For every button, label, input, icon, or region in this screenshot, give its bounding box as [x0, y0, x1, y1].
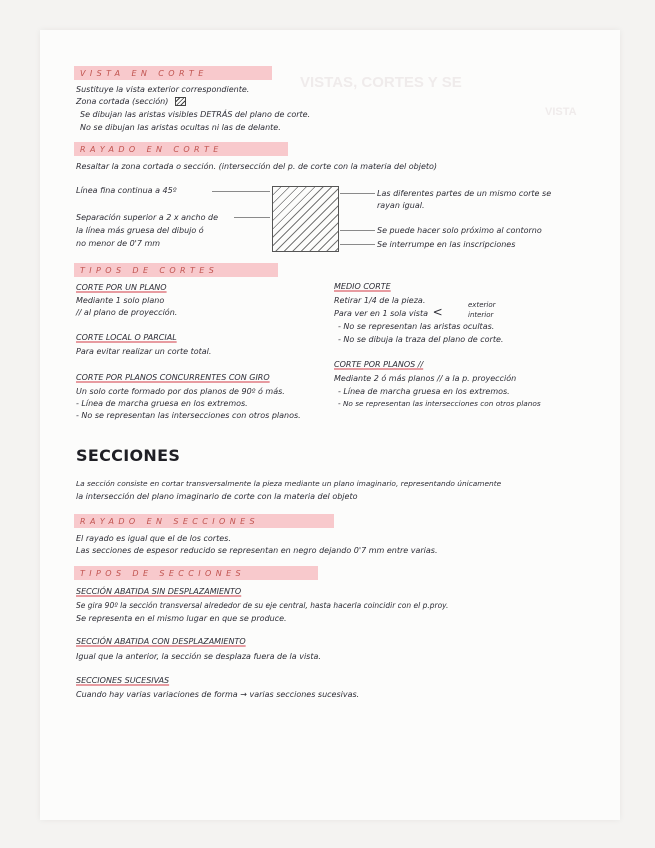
text-line: Las secciones de espesor reducido se representan en negro dejando 0'7 mm entre varias.: [76, 546, 438, 555]
text-line: la intersección del plano imaginario de corte con la materia del objeto: [76, 492, 358, 501]
text-line: Se gira 90º la sección transversal alrededor de su eje central, hasta hacerla coincidir con el p.proy.: [76, 601, 449, 610]
annotation-left: la línea más gruesa del dibujo ó: [76, 226, 204, 235]
hatched-section-diagram: [272, 186, 339, 252]
heading-text: RAYADO EN CORTE: [80, 144, 223, 154]
text-line: [76, 96, 186, 107]
bleed-through-subtitle: VISTA: [545, 106, 577, 118]
text-line: // al plano de proyección.: [76, 308, 178, 317]
text-line: Sustituye la vista exterior correspondiente.: [76, 85, 250, 94]
annotation-right: Se interrumpe en las inscripciones: [377, 240, 516, 249]
hatched-box-icon: [175, 97, 186, 106]
brace-option: interior: [468, 311, 494, 319]
arrow-line: [340, 230, 375, 231]
arrow-line: [234, 217, 270, 218]
bleed-through-title: VISTAS, CORTES Y SE: [300, 74, 462, 91]
brace-icon: <: [432, 305, 443, 319]
text-line: Se dibujan las aristas visibles DETRÁS del plano de corte.: [80, 110, 311, 119]
arrow-line: [340, 193, 375, 194]
text-line: Se representa en el mismo lugar en que se produce.: [76, 614, 287, 623]
text-line: - No se representan las aristas ocultas.: [338, 322, 495, 331]
text-line: - No se dibuja la traza del plano de corte.: [338, 335, 504, 344]
section-heading-rayado-corte: [74, 142, 288, 156]
text-line: El rayado es igual que el de los cortes.: [76, 534, 231, 543]
subheading: SECCIÓN ABATIDA SIN DESPLAZAMIENTO: [76, 587, 242, 596]
text-line: Retirar 1/4 de la pieza.: [334, 296, 426, 305]
page-title-secciones: SECCIONES: [76, 446, 181, 465]
section-heading-rayado-secciones: [74, 514, 334, 528]
text-line: Mediante 1 solo plano: [76, 296, 165, 305]
text-line: - No se representan las intersecciones con otros planos: [338, 399, 541, 408]
text-line: Igual que la anterior, la sección se desplaza fuera de la vista.: [76, 652, 321, 661]
text-line: No se dibujan las aristas ocultas ni las de delante.: [80, 123, 281, 132]
heading-text: TIPOS DE CORTES: [80, 265, 219, 275]
annotation-right: Las diferentes partes de un mismo corte se: [377, 189, 552, 198]
annotation-left: no menor de 0'7 mm: [76, 239, 161, 248]
text-line-label: Zona cortada (sección): [76, 97, 169, 106]
text-line: Cuando hay varias variaciones de forma → varias secciones sucesivas.: [76, 690, 360, 699]
annotation-right: Se puede hacer solo próximo al contorno: [377, 226, 542, 235]
text-line: - Línea de marcha gruesa en los extremos.: [76, 399, 248, 408]
text-line: La sección consiste en cortar transversalmente la pieza mediante un plano imaginario, representando únicamente: [76, 479, 502, 488]
subheading: SECCIÓN ABATIDA CON DESPLAZAMIENTO: [76, 637, 246, 646]
text-line-label: Para ver en 1 sola vista: [334, 309, 429, 318]
brace-option: exterior: [468, 301, 496, 309]
subheading: CORTE POR PLANOS //: [334, 360, 424, 369]
subheading: CORTE POR PLANOS CONCURRENTES CON GIRO: [76, 373, 270, 382]
annotation-left: Separación superior a 2 x ancho de: [76, 213, 219, 222]
subheading: CORTE POR UN PLANO: [76, 283, 167, 292]
annotation-right: rayan igual.: [377, 201, 425, 210]
subheading: MEDIO CORTE: [334, 282, 391, 291]
heading-text: RAYADO EN SECCIONES: [80, 516, 260, 526]
section-heading-tipos-cortes: [74, 263, 278, 277]
section-heading-vista-corte: [74, 66, 272, 80]
section-heading-tipos-secciones: [74, 566, 318, 580]
text-line: [334, 307, 443, 319]
text-line: - Línea de marcha gruesa en los extremos.: [338, 387, 510, 396]
heading-text: TIPOS DE SECCIONES: [80, 568, 246, 578]
arrow-line: [212, 191, 270, 192]
text-line: Mediante 2 ó más planos // a la p. proyección: [334, 374, 517, 383]
subheading: CORTE LOCAL O PARCIAL: [76, 333, 177, 342]
arrow-line: [340, 244, 375, 245]
text-line: Para evitar realizar un corte total.: [76, 347, 212, 356]
text-line: - No se representan las intersecciones con otros planos.: [76, 411, 301, 420]
heading-text: VISTA EN CORTE: [80, 68, 208, 78]
text-line: Un solo corte formado por dos planos de 90º ó más.: [76, 387, 285, 396]
annotation-left: Línea fina continua a 45º: [76, 186, 177, 195]
subheading: SECCIONES SUCESIVAS: [76, 676, 170, 685]
text-line: Resaltar la zona cortada o sección. (intersección del p. de corte con la materia del objeto): [76, 162, 438, 171]
